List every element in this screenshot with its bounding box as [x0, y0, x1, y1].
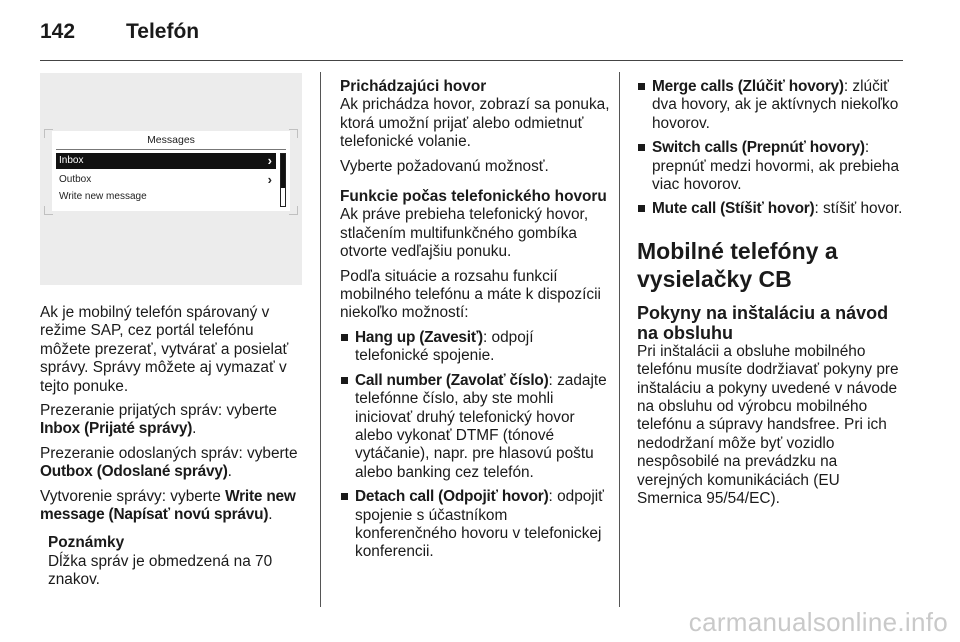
bullet-icon — [341, 334, 348, 341]
option-name: Call number (Zavolať číslo) — [355, 371, 549, 389]
note-title: Poznámky — [48, 534, 125, 552]
menu-item-label: Write new message — [59, 191, 147, 202]
list-item — [637, 78, 905, 133]
menu-item-write-new-message — [56, 189, 276, 205]
outbox-text: Prezeranie odoslaných správ: vyberte — [40, 444, 298, 462]
intro-paragraph: Ak je mobilný telefón spárovaný v režime SAP, cez portál telefónu môžete prezerať, vytvárať a posielať správy. Správy môžete aj vymazať v tejto ponuke. — [40, 304, 289, 395]
outbox-paragraph — [40, 445, 308, 482]
header-divider — [40, 60, 903, 61]
bullet-icon — [341, 493, 348, 500]
menu-item-outbox — [56, 172, 276, 188]
bullet-icon — [638, 144, 645, 151]
call-functions-options: Podľa situácie a rozsahu funkcií mobilného telefónu a máte k dispozícii niekoľko možností: — [340, 267, 601, 322]
menu-item-label: Outbox — [59, 174, 92, 185]
incoming-call-choose: Vyberte požadovanú možnosť. — [340, 157, 549, 175]
menu-item-label: Inbox — [59, 155, 84, 166]
column-1 — [40, 304, 308, 590]
punct: . — [227, 463, 232, 481]
note-text: Dĺžka správ je obmedzená na 70 znakov. — [48, 552, 273, 589]
option-desc: : odpojiť spojenie s účastníkom konferenčného hovoru v telefonickej konferencii. — [355, 488, 604, 561]
display-scrollbar — [280, 153, 286, 207]
bullet-icon — [638, 83, 645, 90]
display-separator — [56, 149, 286, 150]
bullet-icon — [341, 377, 348, 384]
option-name: Merge calls (Zlúčiť hovory) — [652, 78, 844, 95]
inbox-option: Inbox (Prijaté správy) — [40, 420, 193, 438]
column-2 — [340, 78, 610, 568]
write-option: Write new message (Napísať novú správu) — [40, 487, 296, 524]
write-text: Vytvorenie správy: vyberte — [40, 487, 226, 505]
option-desc: : prepnúť medzi hovormi, ak prebieha viac hovorov. — [652, 139, 900, 194]
write-paragraph — [40, 488, 308, 525]
incoming-call-text: Ak prichádza hovor, zobrazí sa ponuka, ktorá umožní prijať alebo odmietnuť telefonické volanie. — [340, 96, 610, 151]
list-item — [340, 488, 610, 562]
section-body: Pri inštalácii a obsluhe mobilného telefónu musíte dodržiavať pokyny pre inštaláciu a pokyny uvedené v návode na obsluhu od výrobcu mobilného telefónu a súpravy handsfree. Pri ich nedodržaní môže byť vozidlo nespôsobilé na prevádzku na verejných komunikáciách (EU Smernica 95/54/EC). — [637, 342, 899, 508]
page-number: 142 — [40, 20, 76, 43]
display-screen — [52, 131, 290, 211]
column-3 — [637, 78, 905, 515]
option-desc: : zlúčiť dva hovory, ak je aktívnych niekoľko hovorov. — [652, 78, 899, 132]
call-functions-text: Ak práve prebieha telefonický hovor, stlačením multifunkčného gombíka otvorte vedľajšiu ponuku. — [340, 206, 589, 261]
outbox-option: Outbox (Odoslané správy) — [40, 463, 228, 481]
punct: . — [192, 420, 197, 438]
display-title: Messages — [147, 134, 195, 146]
note-block — [40, 534, 308, 589]
option-name: Detach call (Odpojiť hovor) — [355, 488, 549, 506]
menu-item-inbox — [56, 153, 276, 169]
option-name: Switch calls (Prepnúť hovory) — [652, 139, 865, 157]
list-item — [340, 329, 610, 366]
option-desc: : zadajte telefónne číslo, aby ste mohli iniciovať druhý telefonický hovor alebo vykonať DTMF (tónové vytáčanie), napr. pre hlasovú poštu alebo banking cez telefón. — [355, 371, 607, 481]
chevron-right-icon: › — [267, 172, 272, 187]
column-divider-2 — [619, 72, 620, 607]
column-divider-1 — [320, 72, 321, 607]
punct: . — [268, 506, 273, 524]
watermark: carmanualsonline.info — [688, 607, 948, 637]
page-title: Telefón — [126, 20, 200, 43]
list-item — [637, 139, 905, 194]
option-name: Hang up (Zavesiť) — [355, 328, 483, 346]
inbox-paragraph — [40, 402, 308, 439]
call-functions-title: Funkcie počas telefonického hovoru — [340, 188, 607, 206]
incoming-call-title: Prichádzajúci hovor — [340, 78, 487, 95]
messages-screen-illustration — [40, 73, 302, 285]
option-desc: : stíšiť hovor. — [814, 200, 903, 218]
bullet-icon — [638, 205, 645, 212]
section-heading: Mobilné telefóny a vysielačky CB — [637, 237, 838, 292]
chevron-right-icon: › — [267, 153, 272, 168]
option-desc: : odpojí telefonické spojenie. — [355, 328, 534, 365]
section-subheading: Pokyny na inštaláciu a návod na obsluhu — [637, 302, 889, 343]
list-item — [637, 200, 905, 218]
display-frame — [44, 129, 298, 215]
option-name: Mute call (Stíšiť hovor) — [652, 200, 815, 218]
list-item — [340, 372, 610, 482]
inbox-text: Prezeranie prijatých správ: vyberte — [40, 402, 277, 420]
